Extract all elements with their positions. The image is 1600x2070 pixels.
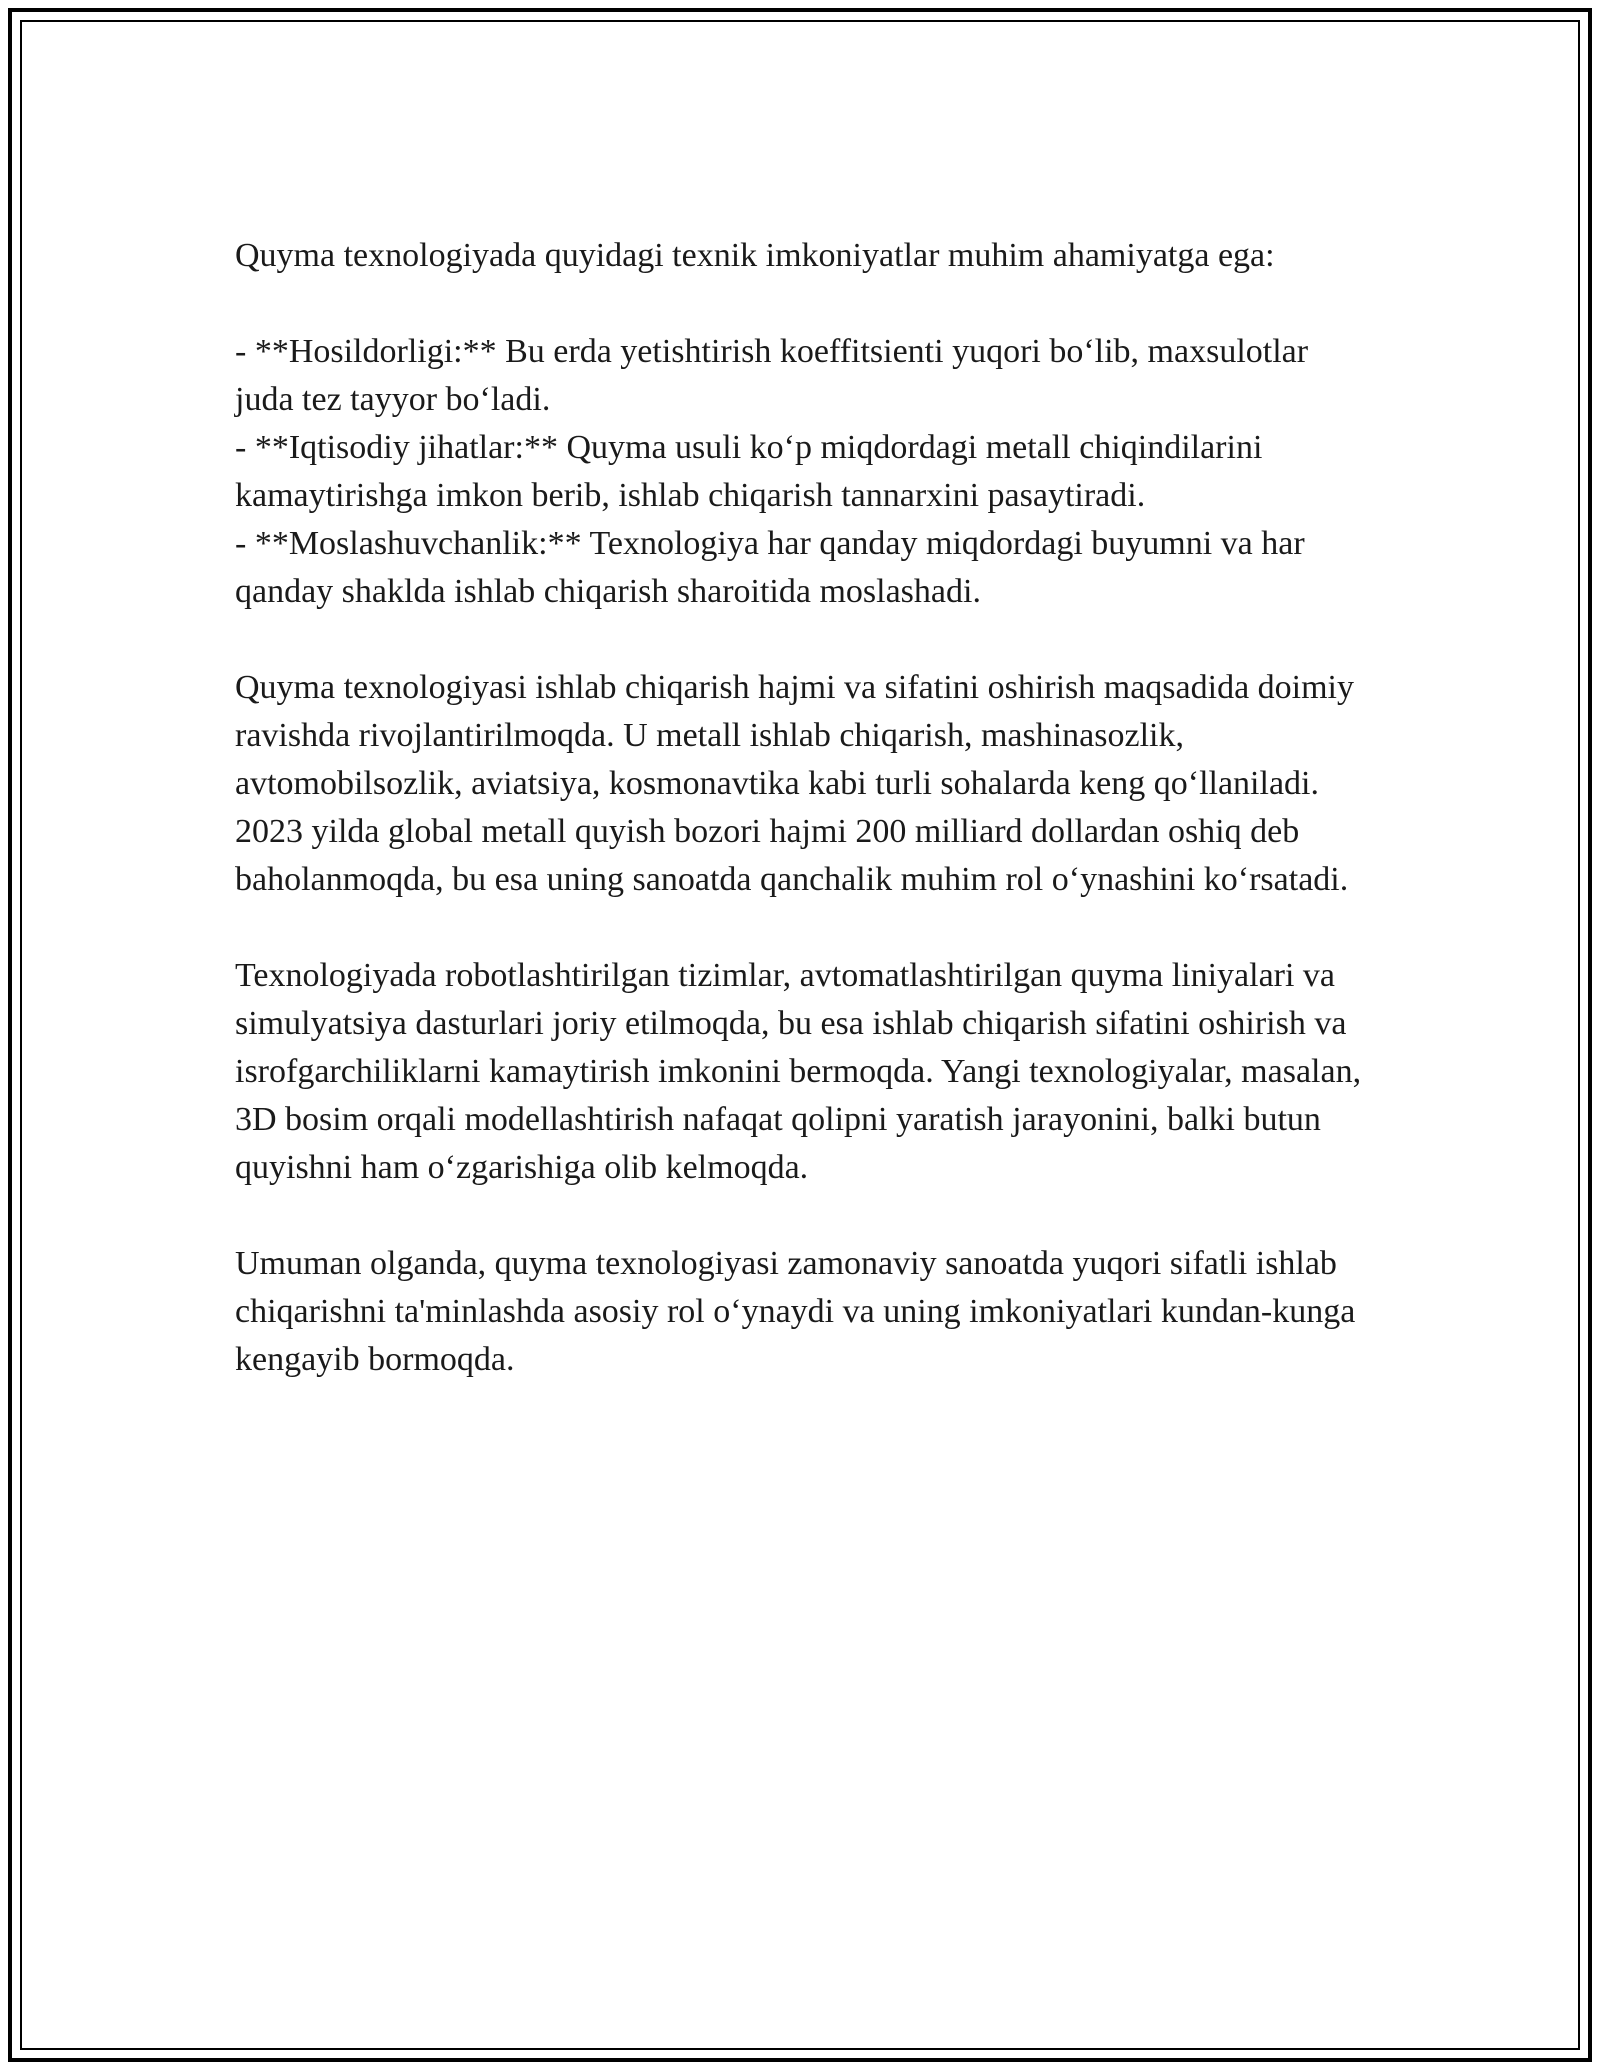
intro-paragraph: Quyma texnologiyada quyidagi texnik imkoniyatlar muhim ahamiyatga ega: <box>235 237 1275 274</box>
bullet-item-productivity: - **Hosildorligi:** Bu erda yetishtirish koeffitsienti yuqori bo‘lib, maxsulotlar juda tez tayyor bo‘ladi. <box>235 333 1309 418</box>
paragraph-development: Quyma texnologiyasi ishlab chiqarish hajmi va sifatini oshirish maqsadida doimiy ravishda rivojlantirilmoqda. U metall ishlab chiqarish, mashinasozlik, avtomobilsozlik, aviatsiya, kosmonavtika kabi turli sohalarda keng qo‘llaniladi. 2023 yilda global metall quyish bozori hajmi 200 milliard dollardan oshiq deb baholanmoqda, bu esa uning sanoatda qanchalik muhim rol o‘ynashini ko‘rsatadi. <box>235 669 1354 898</box>
spacer <box>235 904 1375 952</box>
document-body <box>235 232 1375 1384</box>
spacer <box>235 280 1375 328</box>
spacer <box>235 616 1375 664</box>
bullet-item-economic: - **Iqtisodiy jihatlar:** Quyma usuli ko‘p miqdordagi metall chiqindilarini kamaytirishga imkon berib, ishlab chiqarish tannarxini pasaytiradi. <box>235 429 1263 514</box>
bullet-item-flexibility: - **Moslashuvchanlik:** Texnologiya har qanday miqdordagi buyumni va har qanday shaklda ishlab chiqarish sharoitida moslashadi. <box>235 525 1305 610</box>
spacer <box>235 1192 1375 1240</box>
paragraph-technology: Texnologiyada robotlashtirilgan tizimlar, avtomatlashtirilgan quyma liniyalari va simulyatsiya dasturlari joriy etilmoqda, bu esa ishlab chiqarish sifatini oshirish va isrofgarchiliklarni kamaytirish imkonini bermoqda. Yangi texnologiyalar, masalan, 3D bosim orqali modellashtirish nafaqat qolipni yaratish jarayonini, balki butun quyishni ham o‘zgarishiga olib kelmoqda. <box>235 957 1362 1186</box>
paragraph-conclusion: Umuman olganda, quyma texnologiyasi zamonaviy sanoatda yuqori sifatli ishlab chiqarishni ta'minlashda asosiy rol o‘ynaydi va uning imkoniyatlari kundan-kunga kengayib bormoqda. <box>235 1245 1356 1378</box>
